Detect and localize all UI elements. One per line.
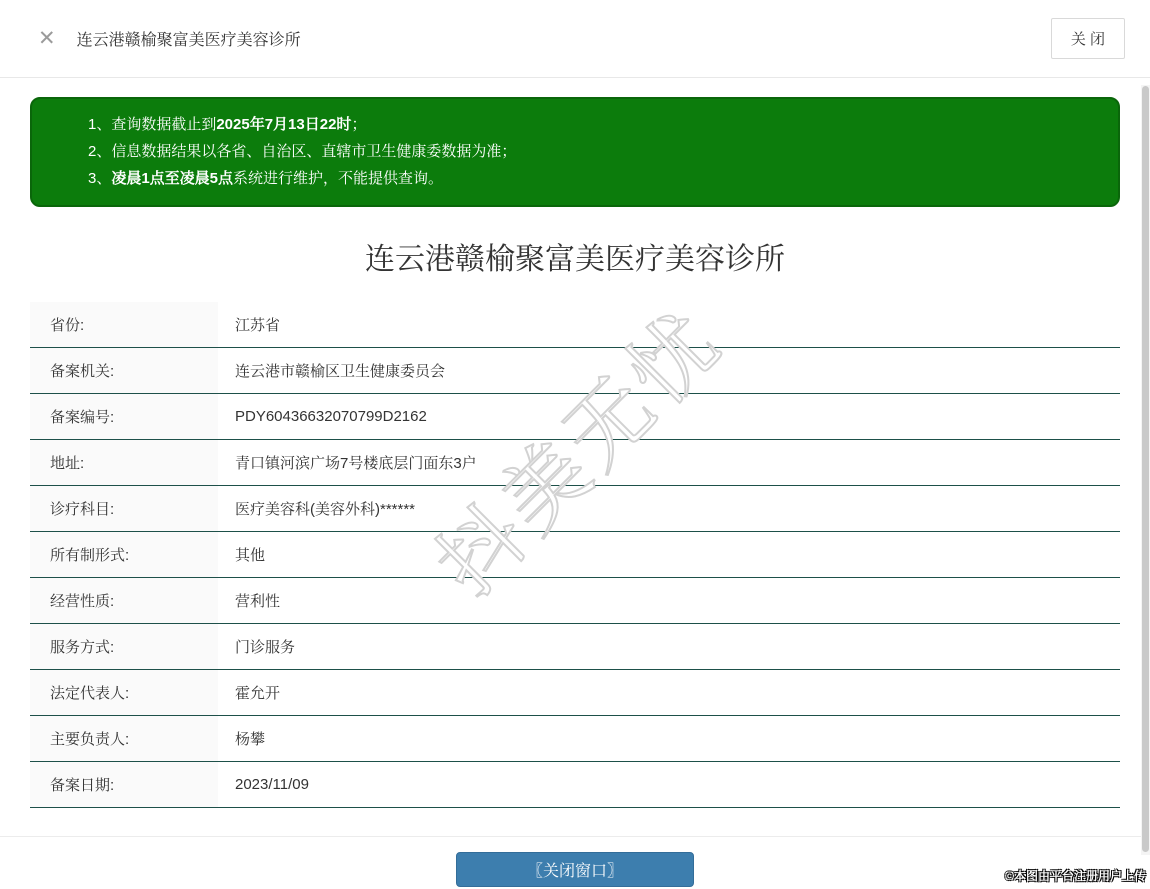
notice-line-2-text: 2、信息数据结果以各省、自治区、直辖市卫生健康委数据为准； — [88, 143, 517, 160]
table-row-service-mode — [30, 624, 1120, 670]
row-label: 主要负责人: — [30, 716, 218, 761]
table-row-ownership-form — [30, 532, 1120, 578]
notice-line-3-text: 3、 — [88, 170, 112, 187]
table-row-filing-number — [30, 394, 1120, 440]
table-row-main-person-in-charge — [30, 716, 1120, 762]
row-value: 营利性 — [235, 593, 281, 610]
row-label: 经营性质: — [30, 578, 218, 623]
table-row-province — [30, 302, 1120, 348]
row-value: 江苏省 — [235, 317, 281, 334]
row-label: 服务方式: — [30, 624, 218, 669]
scrollbar-thumb[interactable] — [1142, 86, 1149, 852]
table-row-filing-date — [30, 762, 1120, 808]
table-row-medical-subjects — [30, 486, 1120, 532]
row-label: 备案日期: — [30, 762, 218, 807]
notice-box — [30, 97, 1120, 207]
notice-line-2 — [88, 138, 1098, 165]
row-label: 省份: — [30, 302, 218, 347]
close-button[interactable]: 关 闭 — [1051, 18, 1125, 59]
footer-bar — [0, 836, 1150, 887]
row-label: 备案机关: — [30, 348, 218, 393]
row-value: 杨攀 — [235, 731, 266, 748]
row-value: 2023/11/09 — [235, 776, 309, 793]
close-window-button[interactable]: 〖关闭窗口〗 — [456, 852, 694, 887]
notice-line-1-tail: ； — [351, 116, 367, 133]
row-value: 霍允开 — [235, 685, 281, 702]
row-label: 法定代表人: — [30, 670, 218, 715]
row-value: 门诊服务 — [235, 639, 296, 656]
table-row-address — [30, 440, 1120, 486]
window-title: 连云港赣榆聚富美医疗美容诊所 — [76, 32, 301, 49]
details-table — [30, 302, 1120, 808]
row-value: 连云港市赣榆区卫生健康委员会 — [235, 363, 446, 380]
copyright-watermark: ©本图由平台注册用户上传 — [1005, 869, 1146, 883]
row-label: 备案编号: — [30, 394, 218, 439]
row-label: 诊疗科目: — [30, 486, 218, 531]
row-label: 地址: — [30, 440, 218, 485]
notice-line-1-bold: 2025年7月13日22时 — [216, 116, 352, 133]
table-row-filing-authority — [30, 348, 1120, 394]
row-value: 医疗美容科(美容外科)****** — [235, 501, 416, 518]
top-bar — [0, 0, 1150, 78]
table-row-legal-representative — [30, 670, 1120, 716]
notice-line-1-text: 1、查询数据截止到 — [88, 116, 217, 133]
row-value: 其他 — [235, 547, 266, 564]
page-title: 连云港赣榆聚富美医疗美容诊所 — [365, 243, 785, 276]
scrollbar-track[interactable] — [1141, 85, 1150, 855]
row-value: 青口镇河滨广场7号楼底层门面东3户 — [235, 455, 477, 472]
table-row-business-nature — [30, 578, 1120, 624]
notice-line-3 — [88, 165, 1098, 192]
notice-line-3-tail: 系统进行维护，不能提供查询。 — [233, 170, 444, 187]
row-value: PDY60436632070799D2162 — [235, 408, 427, 425]
diagonal-watermark: 抖美无忧 — [419, 292, 741, 614]
notice-line-1 — [88, 111, 1098, 138]
close-x-icon[interactable]: ✕ — [38, 27, 56, 50]
row-label: 所有制形式: — [30, 532, 218, 577]
notice-line-3-bold: 凌晨1点至凌晨5点 — [111, 170, 234, 187]
